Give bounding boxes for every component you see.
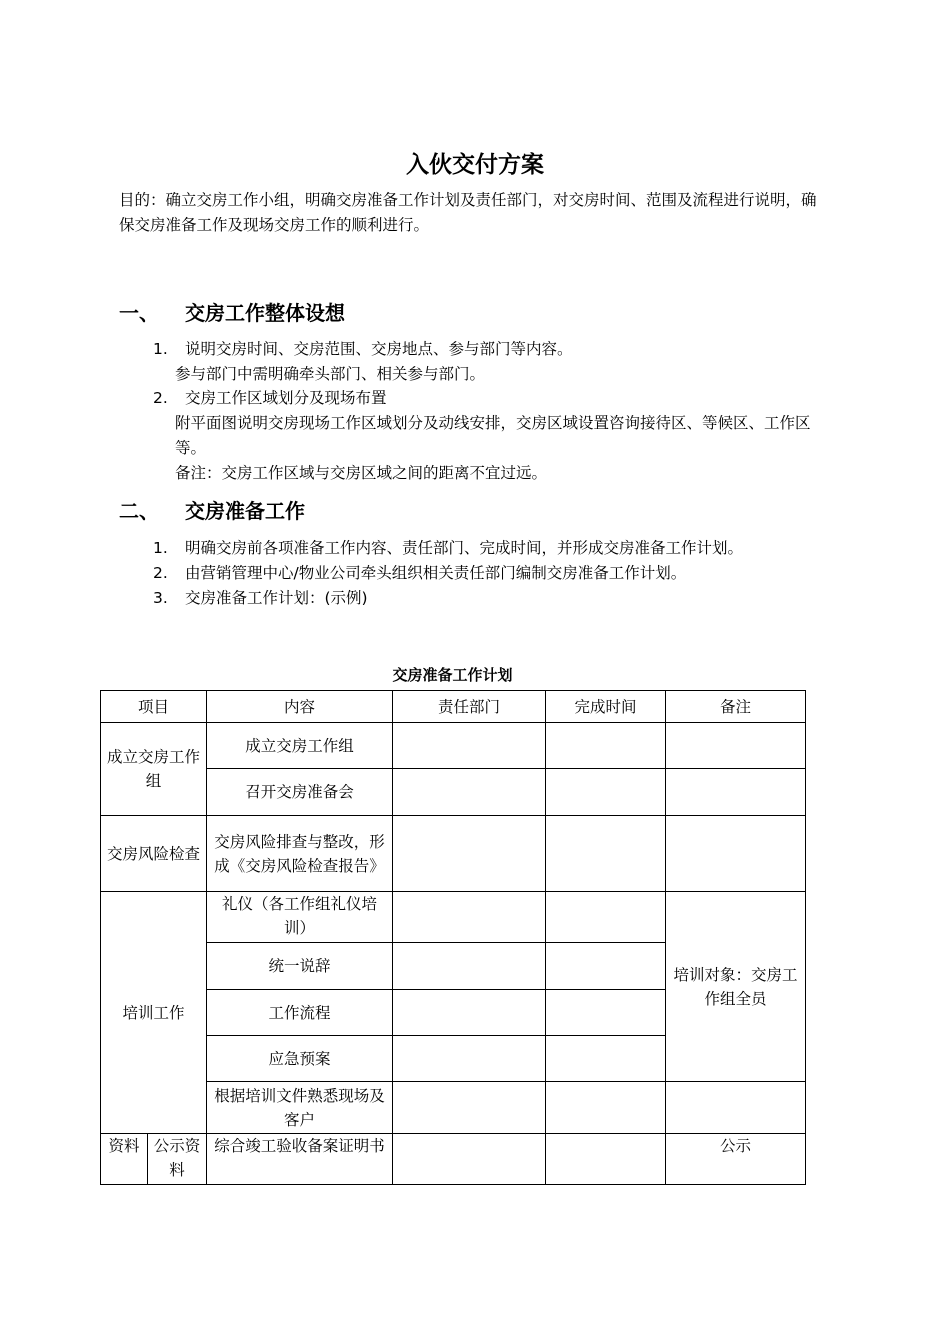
empty-cell [666, 723, 806, 769]
empty-cell [393, 769, 546, 816]
table-row [101, 816, 806, 892]
empty-cell [393, 990, 546, 1036]
content-cell: 交房风险排查与整改，形成《交房风险检查报告》 [207, 816, 393, 892]
content-cell: 应急预案 [207, 1036, 393, 1082]
content-cell: 工作流程 [207, 990, 393, 1036]
item-number: 2. [153, 564, 168, 582]
content-cell: 成立交房工作组 [207, 723, 393, 769]
group-cell: 培训工作 [101, 892, 207, 1134]
content-cell: 统一说辞 [207, 943, 393, 990]
section-2-heading [119, 496, 305, 526]
section-2-title: 交房准备工作 [185, 499, 305, 523]
content-cell: 综合竣工验收备案证明书 [207, 1134, 393, 1185]
section-2-item-3 [0, 586, 950, 611]
item-text: 明确交房前各项准备工作内容、责任部门、完成时间，并形成交房准备工作计划。 [185, 539, 744, 557]
header-cell: 内容 [207, 691, 393, 723]
empty-cell [666, 769, 806, 816]
item-text: 交房准备工作计划：(示例) [185, 589, 368, 607]
empty-cell [393, 816, 546, 892]
table-row [101, 1134, 806, 1185]
header-cell: 完成时间 [546, 691, 666, 723]
section-1-item-2-detail: 附平面图说明交房现场工作区域划分及动线安排，交房区域设置咨询接待区、等候区、工作区等。 [175, 414, 811, 457]
empty-cell [546, 1036, 666, 1082]
note-cell: 培训对象：交房工作组全员 [666, 892, 806, 1082]
empty-cell [546, 990, 666, 1036]
subgroup-cell: 公示资料 [148, 1134, 207, 1185]
empty-cell [546, 1082, 666, 1134]
empty-cell [666, 816, 806, 892]
empty-cell [546, 943, 666, 990]
empty-cell [393, 1082, 546, 1134]
section-1-item-2 [0, 386, 950, 411]
section-1-item-1-note: 参与部门中需明确牵头部门、相关参与部门。 [175, 365, 486, 383]
table-row [101, 892, 806, 943]
empty-cell [393, 892, 546, 943]
group-cell: 成立交房工作组 [101, 723, 207, 816]
page-title: 入伙交付方案 [406, 152, 544, 178]
content-cell: 根据培训文件熟悉现场及客户 [207, 1082, 393, 1134]
section-2-item-1 [0, 536, 950, 561]
group-cell: 交房风险检查 [101, 816, 207, 892]
header-cell: 备注 [666, 691, 806, 723]
item-text: 说明交房时间、交房范围、交房地点、参与部门等内容。 [185, 340, 573, 358]
intro-paragraph: 目的：确立交房工作小组，明确交房准备工作计划及责任部门，对交房时间、范围及流程进行说明，确保交房准备工作及现场交房工作的顺利进行。 [119, 191, 817, 234]
empty-cell [666, 1082, 806, 1134]
header-cell: 项目 [101, 691, 207, 723]
empty-cell [546, 816, 666, 892]
empty-cell [393, 1134, 546, 1185]
section-1-item-2-remark: 备注：交房工作区域与交房区域之间的距离不宜过远。 [175, 464, 548, 482]
item-number: 1. [153, 539, 168, 557]
empty-cell [546, 1134, 666, 1185]
item-text: 由营销管理中心/物业公司牵头组织相关责任部门编制交房准备工作计划。 [185, 564, 687, 582]
empty-cell [546, 723, 666, 769]
empty-cell [393, 723, 546, 769]
item-number: 2. [153, 389, 168, 407]
section-1-item-1 [0, 337, 950, 362]
section-1-number: 一、 [119, 301, 159, 325]
section-2-number: 二、 [119, 499, 159, 523]
table-header-row [101, 691, 806, 723]
content-cell: 礼仪（各工作组礼仪培训） [207, 892, 393, 943]
group-cell: 资料 [101, 1134, 148, 1185]
note-cell: 公示 [666, 1134, 806, 1185]
empty-cell [393, 943, 546, 990]
table-row [101, 769, 806, 816]
empty-cell [546, 769, 666, 816]
content-cell: 召开交房准备会 [207, 769, 393, 816]
section-1-heading [119, 298, 345, 328]
item-text: 交房工作区域划分及现场布置 [185, 389, 387, 407]
table-row [101, 723, 806, 769]
section-1-title: 交房工作整体设想 [185, 301, 345, 325]
header-cell: 责任部门 [393, 691, 546, 723]
section-2-item-2 [0, 561, 950, 586]
item-number: 1. [153, 340, 168, 358]
empty-cell [393, 1036, 546, 1082]
table-row [101, 1082, 806, 1134]
preparation-plan-table [100, 690, 806, 1185]
empty-cell [546, 892, 666, 943]
table-caption: 交房准备工作计划 [392, 666, 513, 684]
item-number: 3. [153, 589, 168, 607]
